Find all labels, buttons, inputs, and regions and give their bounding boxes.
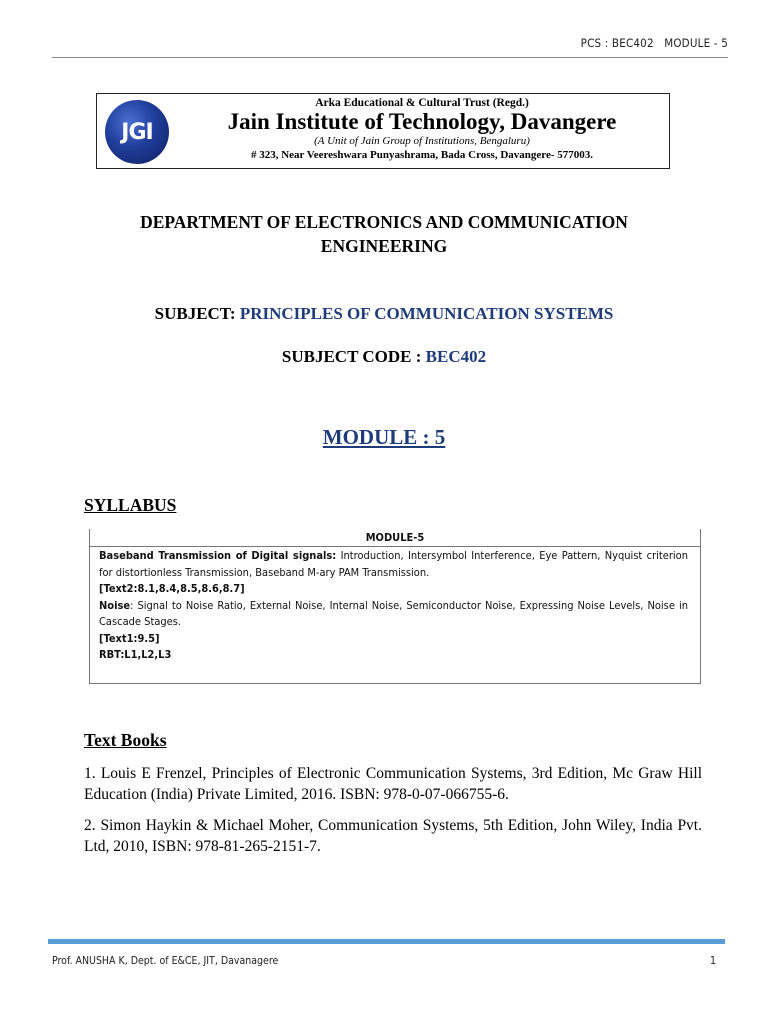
institute-name: Jain Institute of Technology, Davangere (227, 109, 617, 134)
jgi-logo (105, 100, 169, 164)
syllabus-ref-1: [Text2:8.1,8.4,8.5,8.6,8.7] (99, 582, 245, 595)
syllabus-table (89, 529, 701, 684)
department-line-1: DEPARTMENT OF ELECTRONICS AND COMMUNICATION (140, 212, 628, 232)
topic-2-text: : Signal to Noise Ratio, External Noise, Internal Noise, Semiconductor Noise, Expressing Noise Levels, Noise in Cascade Stages. (99, 598, 688, 628)
syllabus-rbt: RBT:L1,L2,L3 (99, 648, 172, 661)
topic-2-title: Noise (99, 598, 131, 612)
subject-name: PRINCIPLES OF COMMUNICATION SYSTEMS (239, 304, 614, 323)
syllabus-heading: SYLLABUS (84, 495, 177, 515)
footer-bar (48, 939, 725, 944)
logo-text: JGI (121, 119, 153, 145)
textbook-item: 1. Louis E Frenzel, Principles of Electronic Communication Systems, 3rd Edition, Mc Graw Hill Education (India) Private Limited, 2016. ISBN: 978-0-07-066755-6. (84, 765, 702, 803)
syllabus-topic-1 (99, 548, 688, 581)
subject-code: BEC402 (425, 347, 487, 366)
textbook-item: 2. Simon Haykin & Michael Moher, Communication Systems, 5th Edition, John Wiley, India Pvt. Ltd, 2010, ISBN: 978-81-265-2151-7. (84, 817, 702, 855)
trust-name: Arka Educational & Cultural Trust (Regd.) (315, 97, 529, 109)
page-number: 1 (709, 955, 716, 967)
syllabus-table-head: MODULE-5 (90, 529, 700, 547)
module-title: MODULE : 5 (322, 425, 446, 449)
subject-code-label: SUBJECT CODE : (281, 347, 426, 366)
footer-author: Prof. ANUSHA K, Dept. of E&CE, JIT, Davanagere (52, 955, 279, 967)
syllabus-ref-2: [Text1:9.5] (99, 631, 160, 645)
subject-code-line (0, 347, 768, 367)
syllabus-table-body (90, 547, 700, 664)
institute-unit: (A Unit of Jain Group of Institutions, Bengaluru) (314, 135, 530, 148)
topic-1-text: Introduction, Intersymbol Interference, Eye Pattern, Nyquist criterion for distortionless Transmission, Baseband M-ary PAM Transmission. (99, 549, 688, 579)
department-title (84, 210, 684, 258)
running-header: PCS : BEC402 MODULE - 5 (580, 36, 728, 50)
department-line-2: ENGINEERING (320, 236, 448, 256)
topic-1-title: Baseband Transmission of Digital signals: (99, 549, 337, 562)
institute-text (179, 94, 665, 161)
textbooks-heading: Text Books (84, 730, 167, 750)
subject-line (0, 304, 768, 324)
institute-letterhead (96, 93, 670, 169)
subject-label: SUBJECT: (154, 304, 240, 323)
institute-address: # 323, Near Veereshwara Punyashrama, Bada Cross, Davangere- 577003. (250, 149, 593, 162)
syllabus-topic-2 (99, 598, 688, 631)
header-rule (52, 57, 728, 58)
